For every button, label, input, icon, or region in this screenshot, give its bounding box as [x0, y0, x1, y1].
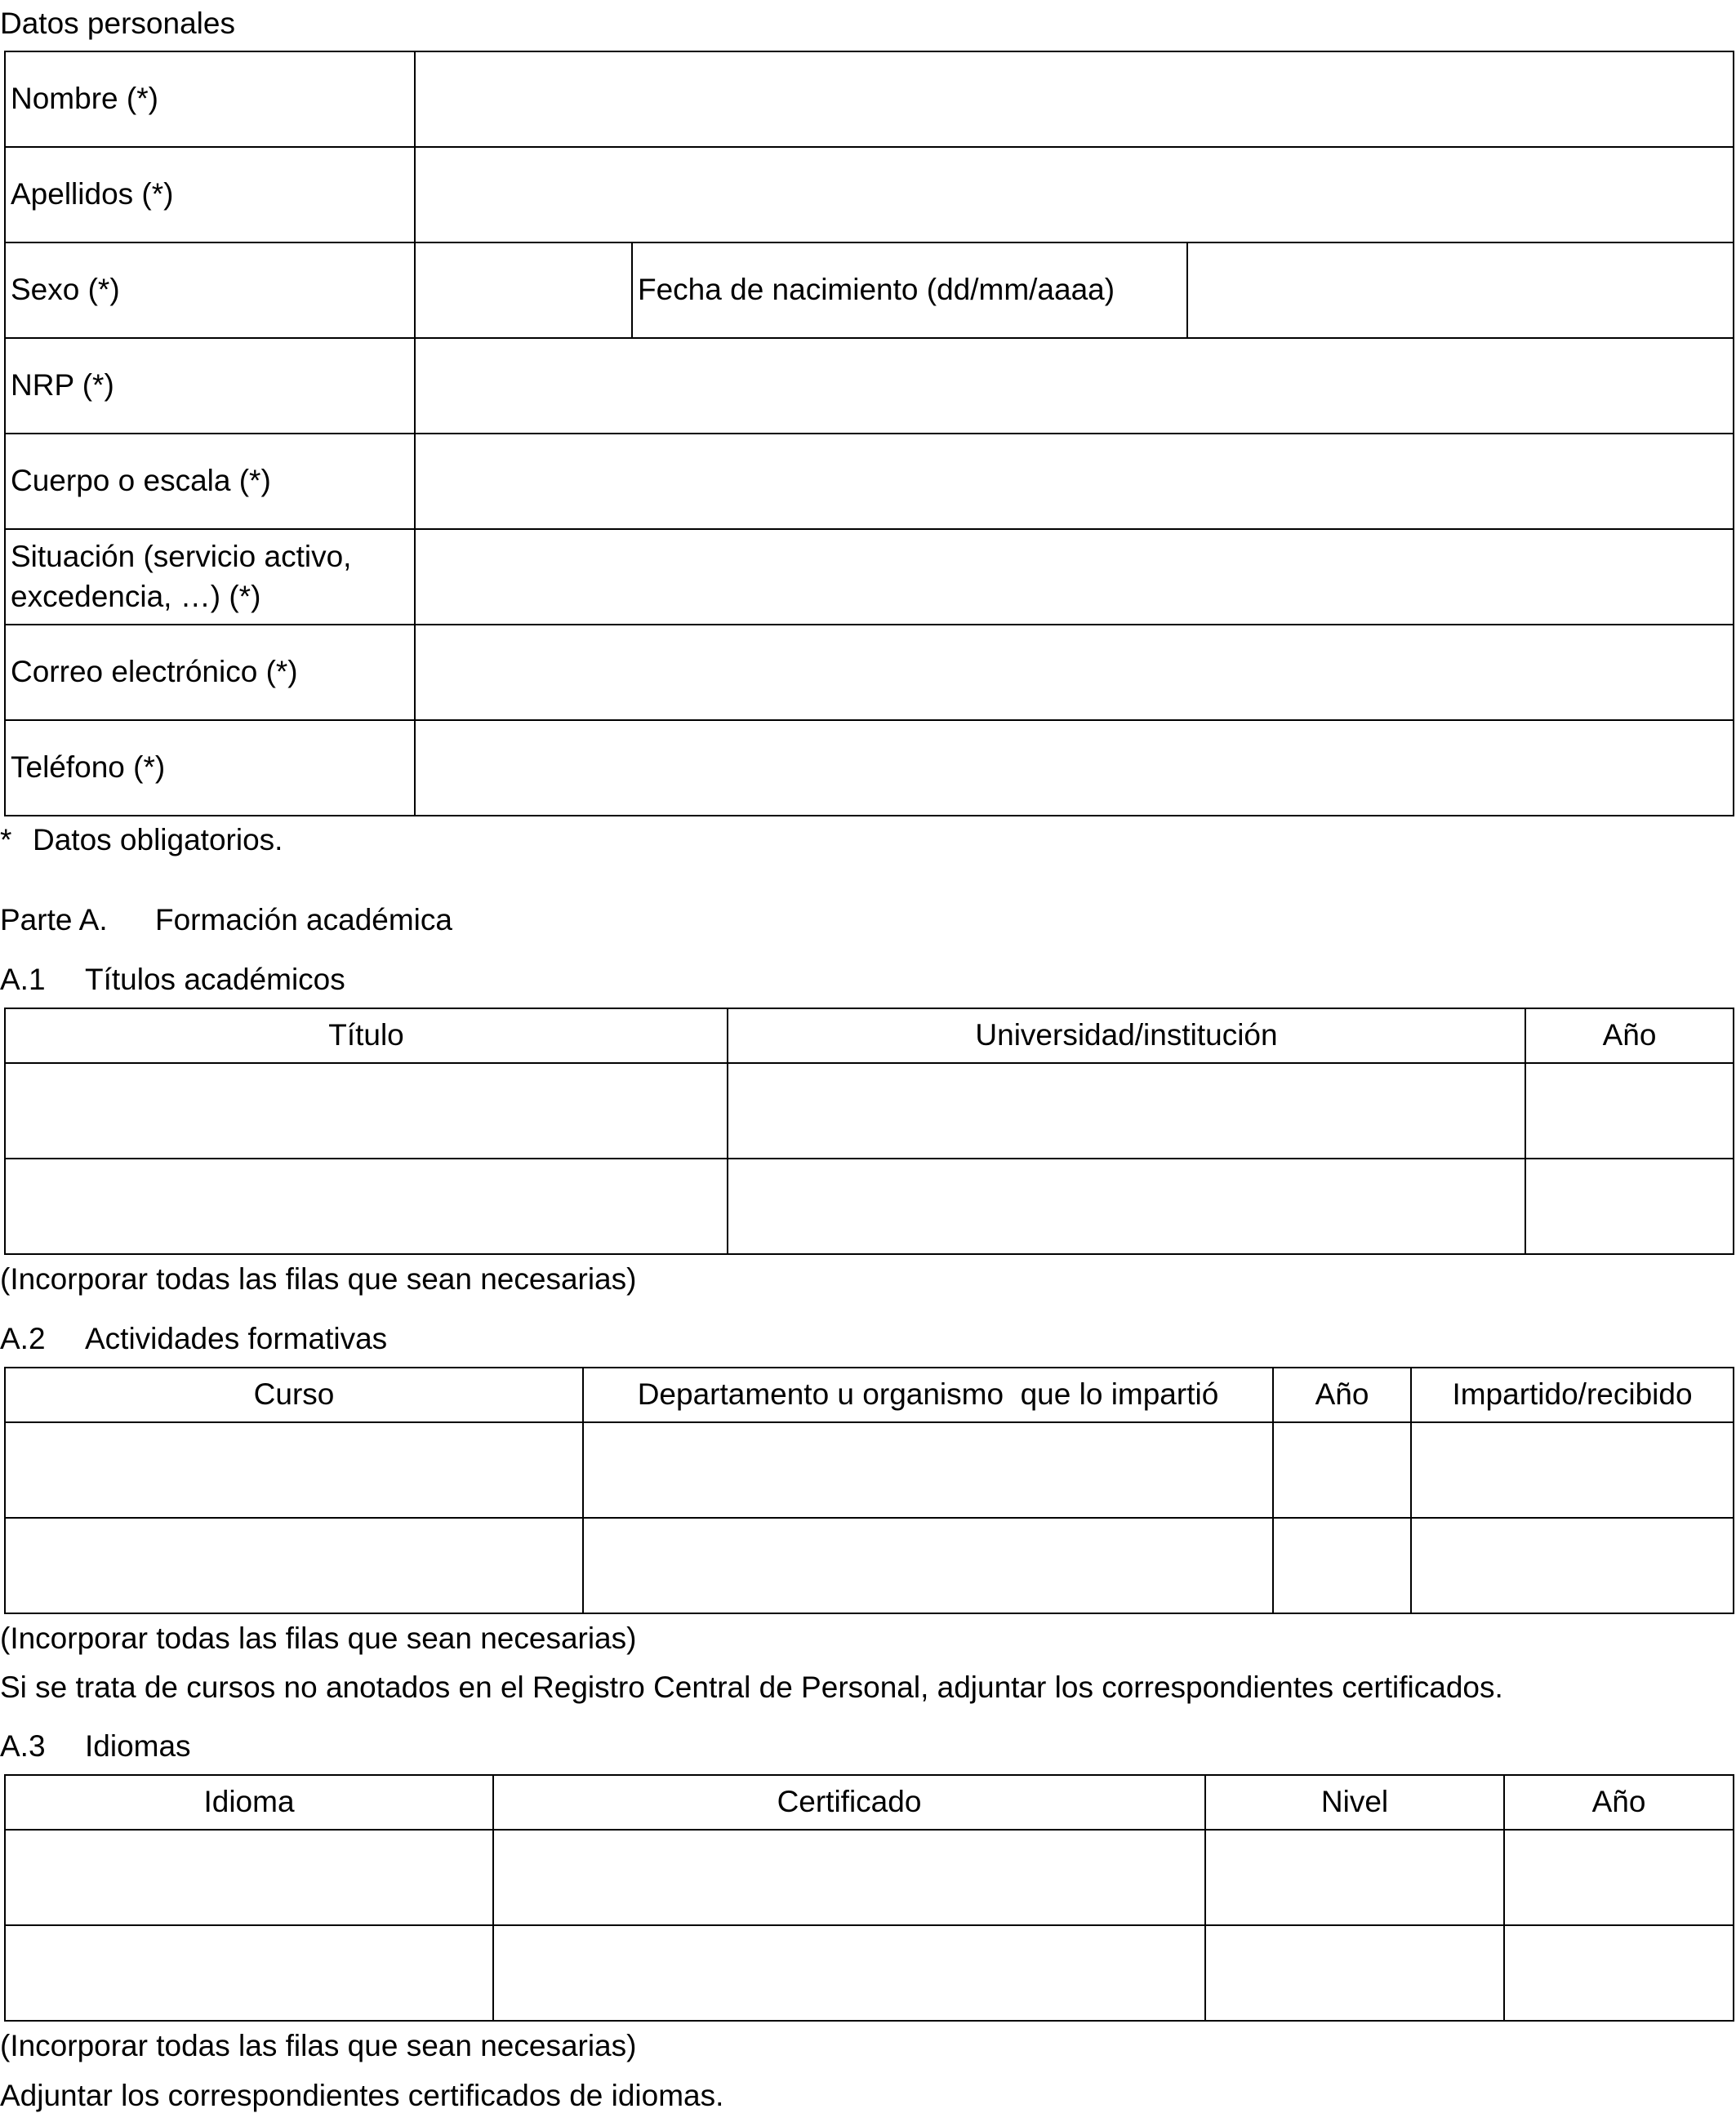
idiomas-header-ano: Año — [1504, 1775, 1734, 1830]
telefono-label: Teléfono (*) — [5, 720, 415, 816]
titulos-header-universidad: Universidad/institución — [728, 1008, 1525, 1063]
certificado-cell[interactable] — [493, 1830, 1205, 1925]
personal-data-table — [4, 51, 1734, 816]
a3-note-certificados: Adjuntar los correspondientes certificados de idiomas. — [0, 2079, 724, 2112]
a3-title: Idiomas — [85, 1729, 191, 1763]
nivel-cell[interactable] — [1205, 1830, 1504, 1925]
a3-number: A.3 — [0, 1729, 46, 1763]
universidad-cell[interactable] — [728, 1159, 1525, 1254]
cuerpo-field[interactable] — [415, 434, 1734, 529]
row-telefono — [5, 720, 1734, 816]
a2-heading — [0, 1323, 387, 1354]
footnote-text: Datos obligatorios. — [33, 823, 283, 856]
titulo-cell[interactable] — [5, 1063, 728, 1159]
a3-heading — [0, 1731, 191, 1761]
universidad-cell[interactable] — [728, 1063, 1525, 1159]
sexo-field[interactable] — [415, 242, 632, 338]
ano-cell[interactable] — [1273, 1422, 1411, 1518]
impartido-cell[interactable] — [1411, 1422, 1734, 1518]
idiomas-header-nivel: Nivel — [1205, 1775, 1504, 1830]
table-row — [5, 1063, 1734, 1159]
row-nrp — [5, 338, 1734, 434]
situacion-field[interactable] — [415, 529, 1734, 625]
idiomas-header-idioma: Idioma — [5, 1775, 493, 1830]
curso-cell[interactable] — [5, 1422, 583, 1518]
nrp-label: NRP (*) — [5, 338, 415, 434]
situacion-label — [5, 529, 415, 625]
table-row — [5, 1159, 1734, 1254]
a2-note-certificados: Si se trata de cursos no anotados en el Registro Central de Personal, adjuntar los correspondientes certificados. — [0, 1670, 1503, 1704]
a2-title: Actividades formativas — [85, 1322, 388, 1355]
nombre-label: Nombre (*) — [5, 51, 415, 147]
ano-cell[interactable] — [1525, 1159, 1734, 1254]
titulos-table — [4, 1008, 1734, 1255]
footnote-star: * — [0, 823, 12, 856]
actividades-header-departamento: Departamento u organismo que lo impartió — [583, 1368, 1273, 1422]
ano-cell[interactable] — [1525, 1063, 1734, 1159]
correo-field[interactable] — [415, 625, 1734, 720]
actividades-header-curso: Curso — [5, 1368, 583, 1422]
table-row — [5, 1422, 1734, 1518]
row-apellidos — [5, 147, 1734, 242]
a2-number: A.2 — [0, 1322, 46, 1355]
row-cuerpo — [5, 434, 1734, 529]
departamento-cell[interactable] — [583, 1422, 1273, 1518]
titulos-header-ano: Año — [1525, 1008, 1734, 1063]
actividades-header-ano: Año — [1273, 1368, 1411, 1422]
a1-number: A.1 — [0, 963, 46, 996]
titulos-header-titulo: Título — [5, 1008, 728, 1063]
telefono-field[interactable] — [415, 720, 1734, 816]
a1-title: Títulos académicos — [85, 963, 345, 996]
apellidos-label: Apellidos (*) — [5, 147, 415, 242]
idiomas-table — [4, 1774, 1734, 2022]
idiomas-header-row — [5, 1775, 1734, 1830]
table-row — [5, 1925, 1734, 2021]
table-row — [5, 1830, 1734, 1925]
situacion-label-line2: excedencia, …) (*) — [11, 579, 261, 613]
a1-note: (Incorporar todas las filas que sean necesarias) — [0, 1262, 637, 1296]
actividades-header-row — [5, 1368, 1734, 1422]
parte-a-title: Formación académica — [155, 903, 452, 936]
certificado-cell[interactable] — [493, 1925, 1205, 2021]
curso-cell[interactable] — [5, 1518, 583, 1613]
ano-cell[interactable] — [1504, 1925, 1734, 2021]
row-situacion — [5, 529, 1734, 625]
fecha-nacimiento-label: Fecha de nacimiento (dd/mm/aaaa) — [632, 242, 1187, 338]
titulo-cell[interactable] — [5, 1159, 728, 1254]
row-nombre — [5, 51, 1734, 147]
a3-note: (Incorporar todas las filas que sean necesarias) — [0, 2029, 637, 2062]
apellidos-field[interactable] — [415, 147, 1734, 242]
nivel-cell[interactable] — [1205, 1925, 1504, 2021]
idioma-cell[interactable] — [5, 1830, 493, 1925]
footnote — [0, 825, 283, 855]
correo-label: Correo electrónico (*) — [5, 625, 415, 720]
table-row — [5, 1518, 1734, 1613]
a2-note: (Incorporar todas las filas que sean necesarias) — [0, 1622, 637, 1655]
row-sexo-fecha — [5, 242, 1734, 338]
idioma-cell[interactable] — [5, 1925, 493, 2021]
departamento-cell[interactable] — [583, 1518, 1273, 1613]
row-correo — [5, 625, 1734, 720]
fecha-nacimiento-field[interactable] — [1187, 242, 1734, 338]
nrp-field[interactable] — [415, 338, 1734, 434]
ano-cell[interactable] — [1504, 1830, 1734, 1925]
sexo-label: Sexo (*) — [5, 242, 415, 338]
parte-a-number: Parte A. — [0, 903, 108, 936]
personal-data-title: Datos personales — [0, 7, 235, 40]
actividades-table — [4, 1367, 1734, 1614]
situacion-label-line1: Situación (servicio activo, — [11, 540, 352, 574]
nombre-field[interactable] — [415, 51, 1734, 147]
actividades-header-impartido: Impartido/recibido — [1411, 1368, 1734, 1422]
a1-heading — [0, 964, 345, 994]
idiomas-header-certificado: Certificado — [493, 1775, 1205, 1830]
parte-a-heading — [0, 905, 452, 935]
ano-cell[interactable] — [1273, 1518, 1411, 1613]
titulos-header-row — [5, 1008, 1734, 1063]
cuerpo-label: Cuerpo o escala (*) — [5, 434, 415, 529]
impartido-cell[interactable] — [1411, 1518, 1734, 1613]
